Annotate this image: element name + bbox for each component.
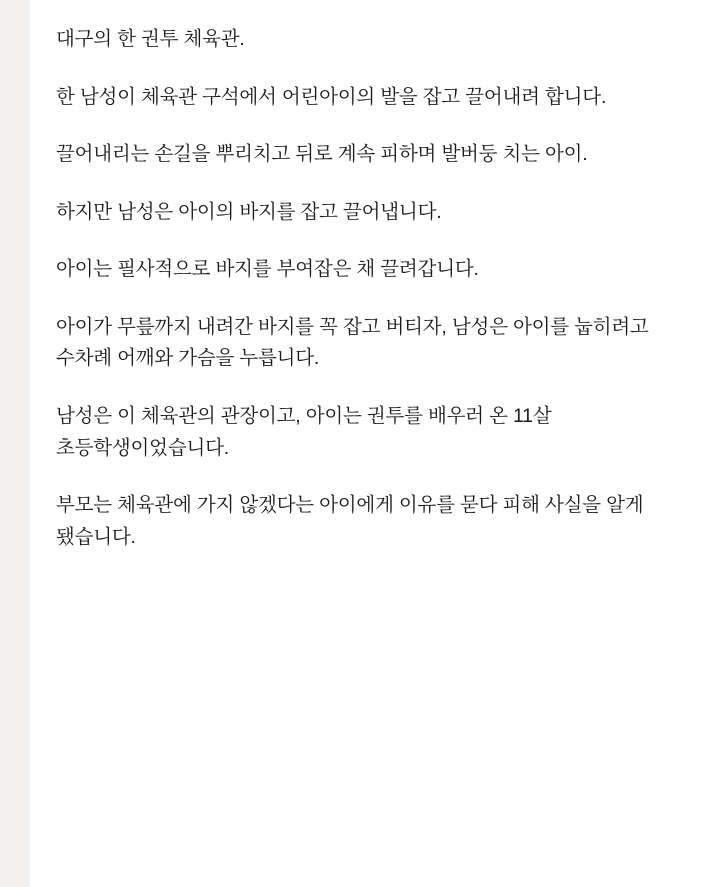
paragraph: 한 남성이 체육관 구석에서 어린아이의 발을 잡고 끌어내려 합니다.: [56, 85, 607, 108]
paragraph: 부모는 체육관에 가지 않겠다는 아이에게 이유를 묻다 피해 사실을 알게 됐습니다.: [56, 494, 649, 548]
paragraph: 아이가 무릎까지 내려간 바지를 꼭 잡고 버티자, 남성은 아이를 눕히려고 수차례 어깨와 가슴을 누릅니다.: [56, 315, 654, 370]
paragraph: 아이는 필사적으로 바지를 부여잡은 채 끌려갑니다.: [56, 258, 479, 281]
paragraph: 대구의 한 권투 체육관.: [56, 28, 245, 50]
paragraph: 남성은 이 체육관의 관장이고, 아이는 권투를 배우러 온 11살 초등학생이었습니다.: [56, 405, 557, 459]
article-body: [30, 0, 720, 887]
paragraph: 끌어내리는 손길을 뿌리치고 뒤로 계속 피하며 발버둥 치는 아이.: [56, 143, 588, 166]
left-gutter: [0, 0, 30, 887]
paragraph: 하지만 남성은 아이의 바지를 잡고 끌어냅니다.: [56, 200, 442, 223]
